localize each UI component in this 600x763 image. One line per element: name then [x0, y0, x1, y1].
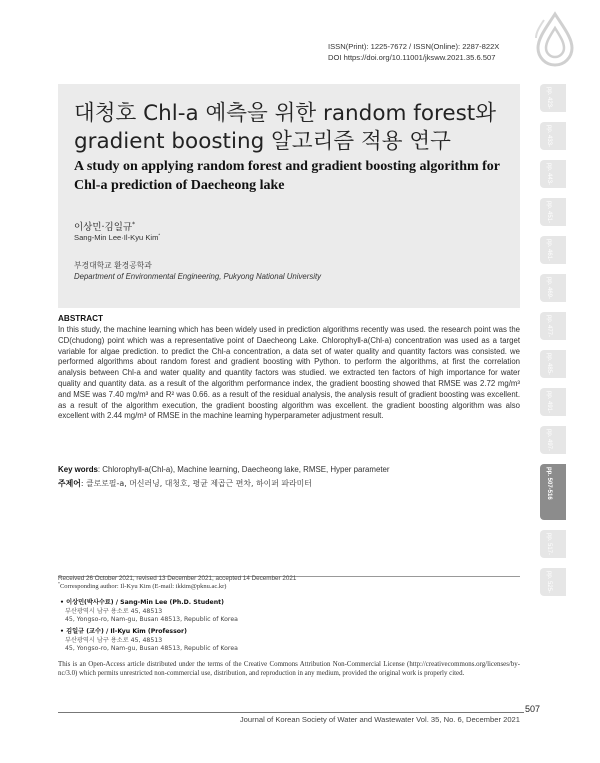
page-number: 507 [525, 704, 541, 714]
side-tab-4[interactable] [540, 236, 566, 264]
issn-doi-block [328, 42, 499, 63]
abstract-heading: ABSTRACT [58, 314, 104, 323]
side-tab-0[interactable] [540, 84, 566, 112]
korean-title-line1: 대청호 Chl-a 예측을 위한 random forest와 [74, 101, 496, 126]
corresponding-author [58, 583, 226, 590]
side-tab-label: pp. 423- [546, 87, 552, 110]
author1-name: • 이상민(박사수료) / Sang-Min Lee (Ph.D. Student) [60, 599, 224, 606]
footer-rule [58, 712, 524, 713]
authors-korean-names: 이상민·김일규 [74, 222, 133, 233]
side-tab-3[interactable] [540, 198, 566, 226]
side-tab-11[interactable] [540, 530, 566, 558]
doi-text: DOI https://doi.org/10.11001/jksww.2021.35.6.507 [328, 52, 496, 62]
author2-block [60, 628, 238, 654]
authors-english [74, 233, 160, 242]
corresponding-mark: * [132, 221, 135, 228]
side-tab-label: pp. 443- [546, 163, 552, 186]
side-tab-label: pp. 507-516 [546, 467, 552, 500]
side-tab-9[interactable] [540, 426, 566, 454]
side-tab-label: pp. 491- [546, 391, 552, 414]
side-tab-label: pp. 497- [546, 429, 552, 452]
corresponding-mark-en: * [158, 232, 161, 238]
author2-name: • 김일규 (교수) / Il-Kyu Kim (Professor) [60, 628, 187, 635]
keywords-value: : Chlorophyll-a(Chl-a), Machine learning, Daecheong lake, RMSE, Hyper parameter [97, 465, 390, 474]
affiliation-english: Department of Environmental Engineering, Pukyong National University [74, 272, 322, 281]
affiliation-korean: 부경대학교 환경공학과 [74, 261, 152, 270]
side-tab-12[interactable] [540, 568, 566, 596]
side-tab-8[interactable] [540, 388, 566, 416]
side-tab-6[interactable] [540, 312, 566, 340]
issn-text: ISSN(Print): 1225-7672 / ISSN(Online): 2287-822X [328, 42, 500, 51]
keywords-korean [58, 478, 520, 489]
side-tab-7[interactable] [540, 350, 566, 378]
korean-title-line2: gradient boosting 알고리즘 적용 연구 [74, 129, 451, 154]
side-tab-5[interactable] [540, 274, 566, 302]
side-tab-label: pp. 451- [546, 201, 552, 224]
authors-korean [74, 219, 135, 233]
side-tab-label: pp. 525- [546, 571, 552, 594]
corresponding-author-text: Corresponding author: Il-Kyu Kim (E-mail: ikkim@pknu.ac.kr) [59, 583, 227, 590]
abstract-body: In this study, the machine learning which has been widely used in prediction algorithms recently was used. the research point was the CD(chudong) point which was a representative point of Daecheong Lake. Chlorophyll-a(Chl-a) concentration was used as a target variable for algae prediction. to predict the Chl-a concentration, a data set of water quality and quantity factors was consisted. we performed algorithms about random forest and gradient boosting with Python. to perform the algorithms, at first the correlation analysis between Chl-a and water quality and quantity factors was studied. we extracted ten factors of high importance for water quality and quantity data. as a result of the algorithm performance index, the gradient boosting showed that RMSE was 2.72 mg/m³ and MSE was 7.40 mg/m³ and R² was 0.66. as a result of the residual analysis, the analysis result of gradient boosting was excellent. as a result of the algorithm execution, the gradient boosting algorithm was excellent. the gradient boosting algorithm was also excellent with 2.44 mg/m³ of RMSE in the machine learning hyperparameter adjustment result. [58, 325, 520, 421]
author1-address-en: 45, Yongso-ro, Nam-gu, Busan 48513, Republic of Korea [65, 616, 238, 624]
side-tab-2[interactable] [540, 160, 566, 188]
keywords-korean-value: : 클로로필-a, 머신러닝, 대청호, 평균 제곱근 편차, 하이퍼 파라미터 [80, 479, 312, 488]
side-tab-10[interactable] [540, 464, 566, 520]
side-tab-label: pp. 477- [546, 315, 552, 338]
author2-address-en: 45, Yongso-ro, Nam-gu, Busan 48513, Republic of Korea [65, 645, 238, 653]
corresponding-author-mark: * [58, 581, 60, 586]
water-drop-logo-icon [526, 10, 584, 68]
author1-block [60, 599, 238, 625]
side-tab-label: pp. 433- [546, 125, 552, 148]
keywords [58, 464, 520, 475]
journal-citation: Journal of Korean Society of Water and Wastewater Vol. 35, No. 6, December 2021 [239, 715, 520, 724]
license-notice: This is an Open-Access article distributed under the terms of the Creative Commons Attribution Non-Commercial License (http://creativecommons.org/licenses/by-nc/3.0) which permits unrestricted non-commercial use, distribution, and reproduction in any medium, provided the original work is properly cited. [58, 661, 520, 677]
side-tab-label: pp. 517- [546, 533, 552, 556]
received-dates: Received 26 October 2021, revised 13 December 2021, accepted 14 December 2021 [58, 575, 297, 582]
side-tab-label: pp. 461- [546, 239, 552, 262]
keywords-korean-label: 주제어 [58, 479, 81, 488]
authors-english-names: Sang-Min Lee·Il-Kyu Kim [74, 233, 159, 242]
author2-address-ko: 부산광역시 남구 용소로 45, 48513 [65, 636, 163, 644]
side-tab-1[interactable] [540, 122, 566, 150]
author1-address-ko: 부산광역시 남구 용소로 45, 48513 [65, 607, 163, 615]
keywords-label: Key words [58, 465, 98, 474]
side-tab-label: pp. 485- [546, 353, 552, 376]
korean-title [74, 100, 504, 156]
english-title: A study on applying random forest and gradient boosting algorithm for Chl-a prediction of Daecheong lake [74, 159, 500, 193]
side-tab-label: pp. 469- [546, 277, 552, 300]
